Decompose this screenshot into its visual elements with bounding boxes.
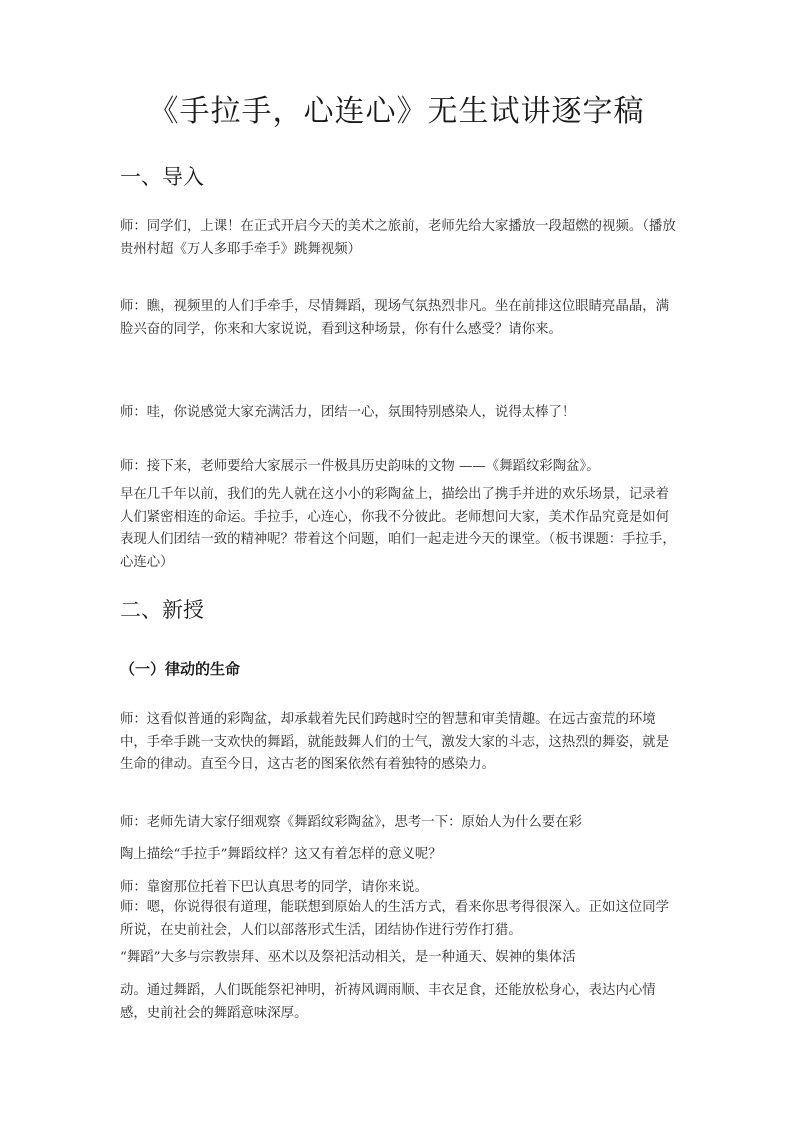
section-heading-intro: 一、导入 — [120, 165, 204, 189]
paragraph-7-line-2: 陶上描绘“手拉手”舞蹈纹样？这又有着怎样的意义呢？ — [120, 847, 442, 862]
paragraph-9: 师：嗯，你说得很有道理，能联想到原始人的生活方式，看来你思考得很深入。正如这位同学所说，在史前社会，人们以部落形式生活，团结协作进行劳作打猎。 — [120, 900, 670, 938]
document-title: 《手拉手，心连心》无生试讲逐字稿 — [148, 94, 645, 129]
paragraph-5: 早在几千年以前，我们的先人就在这小小的彩陶盆上，描绘出了携手并进的欢乐场景，记录着人们紧密相连的命运。手拉手，心连心，你我不分彼此。老师想问大家，美术作品究竟是如何表现人们团结一致的精神呢？带着这个问题，咱们一起走进今天的课堂。（板书课题：手拉手，心连心） — [120, 487, 676, 570]
section-heading-new-lesson: 二、新授 — [120, 598, 204, 622]
paragraph-10-line-2: 动。通过舞蹈，人们既能祭祀神明，祈祷风调雨顺、丰衣足食，还能放松身心，表达内心情感，史前社会的舞蹈意味深厚。 — [120, 983, 656, 1021]
paragraph-1: 师：同学们，上课！在正式开启今天的美术之旅前，老师先给大家播放一段超燃的视频。（播放贵州村超《万人多耶手牵手》跳舞视频） — [120, 219, 676, 257]
paragraph-6: 师：这看似普通的彩陶盆，却承载着先民们跨越时空的智慧和审美情趣。在远古蛮荒的环境中，手牵手跳一支欢快的舞蹈，就能鼓舞人们的士气，激发大家的斗志，这热烈的舞姿，就是生命的律动。直至今日，这古老的图案依然有着独特的感染力。 — [120, 712, 670, 772]
subsection-heading: （一）律动的生命 — [120, 660, 241, 678]
paragraph-3: 师：哇，你说感觉大家充满活力，团结一心，氛围特别感染人，说得太棒了！ — [120, 405, 576, 420]
paragraph-10-line-1: “舞蹈”大多与宗教崇拜、巫术以及祭祀活动相关，是一种通天、娱神的集体活 — [120, 950, 576, 965]
paragraph-4: 师：接下来，老师要给大家展示一件极具历史韵味的文物 ——《舞蹈纹彩陶盆》。 — [120, 459, 600, 474]
paragraph-7-line-1: 师：老师先请大家仔细观察《舞蹈纹彩陶盆》，思考一下：原始人为什么要在彩 — [120, 815, 582, 830]
paragraph-8: 师：靠窗那位托着下巴认真思考的同学，请你来说。 — [120, 880, 428, 895]
paragraph-2: 师：瞧，视频里的人们手牵手，尽情舞蹈，现场气氛热烈非凡。坐在前排这位眼睛亮晶晶，满脸兴奋的同学，你来和大家说说，看到这种场景，你有什么感受？请你来。 — [120, 299, 670, 337]
